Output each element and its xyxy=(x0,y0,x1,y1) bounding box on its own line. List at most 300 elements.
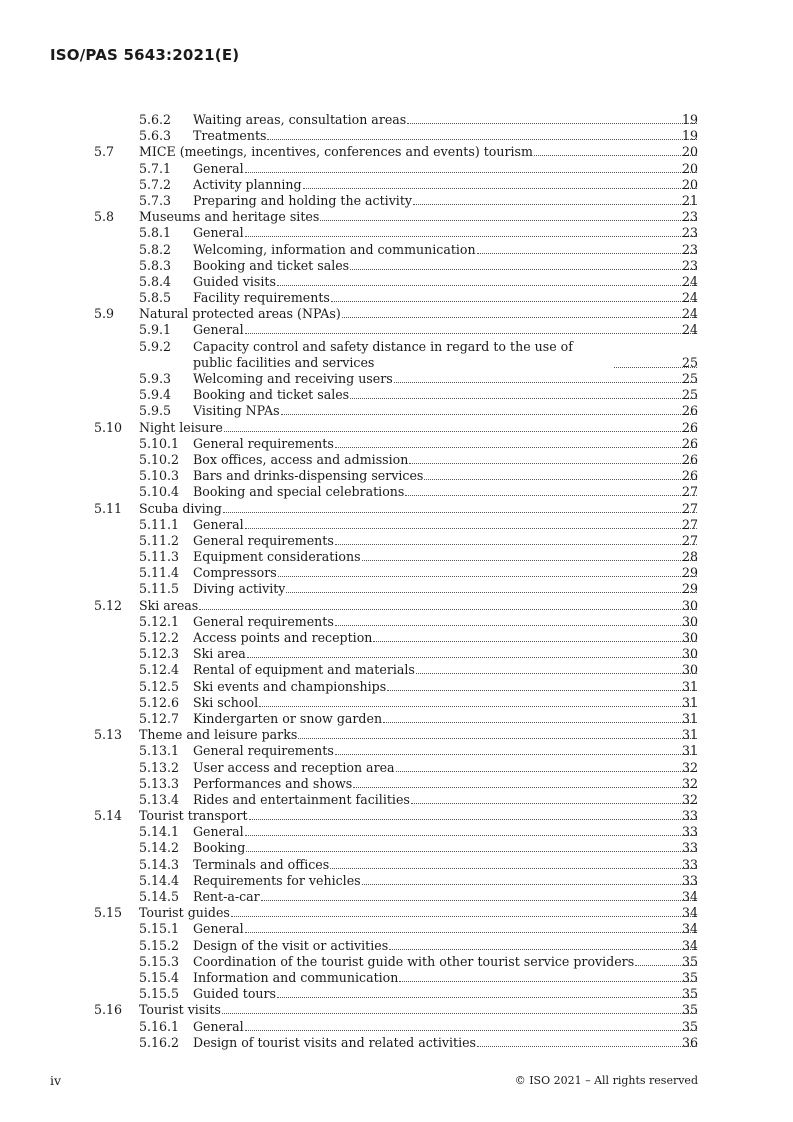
toc-entry-number: 5.13.4 xyxy=(139,791,180,807)
toc-entry-title: Performances and shows xyxy=(193,775,353,791)
toc-entry[interactable] xyxy=(0,905,793,921)
toc-entry[interactable] xyxy=(0,970,793,986)
toc-entry[interactable] xyxy=(0,889,793,905)
toc-entry-title: User access and reception area xyxy=(193,759,395,775)
toc-entry-page: 30 xyxy=(681,662,698,678)
table-of-contents xyxy=(0,112,793,1051)
toc-entry-number: 5.11.3 xyxy=(139,549,180,565)
toc-entry-title: Ski area xyxy=(193,646,246,662)
toc-dot-leader xyxy=(245,932,697,933)
document-header: ISO/PAS 5643:2021(E) xyxy=(50,46,240,64)
toc-entry-leader-group xyxy=(193,1019,698,1035)
toc-entry-page: 31 xyxy=(681,727,698,743)
toc-dot-leader xyxy=(320,220,697,221)
toc-entry-leader-group xyxy=(139,727,698,743)
toc-entry-page: 23 xyxy=(681,209,698,225)
toc-dot-leader xyxy=(335,625,697,626)
toc-entry-title: Waiting areas, consultation areas xyxy=(193,112,407,127)
toc-entry-leader-group xyxy=(193,824,698,840)
toc-entry[interactable] xyxy=(0,727,793,743)
toc-entry-page: 34 xyxy=(681,937,698,953)
toc-dot-leader xyxy=(389,949,697,950)
toc-entry[interactable] xyxy=(0,840,793,856)
toc-entry-page: 33 xyxy=(681,824,698,840)
toc-entry-page: 28 xyxy=(681,549,698,565)
toc-dot-leader xyxy=(416,673,697,674)
toc-entry-leader-group xyxy=(139,306,698,322)
toc-entry-title: Tourist visits xyxy=(139,1002,221,1018)
toc-entry[interactable] xyxy=(0,501,793,517)
toc-entry[interactable] xyxy=(0,792,793,808)
toc-entry-number: 5.15.5 xyxy=(139,986,180,1002)
toc-dot-leader xyxy=(413,204,697,205)
toc-dot-leader xyxy=(286,592,697,593)
toc-entry[interactable] xyxy=(0,662,793,678)
toc-entry-leader-group xyxy=(193,322,698,338)
toc-entry-title: Museums and heritage sites xyxy=(139,209,320,225)
toc-dot-leader xyxy=(477,1046,697,1047)
toc-entry-page: 20 xyxy=(681,144,698,160)
toc-dot-leader xyxy=(259,706,697,707)
toc-entry-leader-group xyxy=(193,662,698,678)
toc-entry[interactable] xyxy=(0,387,793,403)
toc-entry-page: 24 xyxy=(681,290,698,306)
toc-entry-page: 20 xyxy=(681,160,698,176)
toc-entry-leader-group xyxy=(193,371,698,387)
toc-entry-page: 31 xyxy=(681,743,698,759)
toc-entry[interactable] xyxy=(0,177,793,193)
toc-entry-page: 21 xyxy=(681,192,698,208)
toc-entry-number: 5.16.1 xyxy=(139,1018,180,1034)
toc-dot-leader xyxy=(298,738,697,739)
toc-entry-number: 5.16 xyxy=(94,1002,123,1018)
toc-dot-leader xyxy=(247,657,697,658)
toc-entry-leader-group xyxy=(193,128,698,144)
toc-entry-leader-group xyxy=(193,403,698,419)
toc-entry-number: 5.10.3 xyxy=(139,468,180,484)
toc-entry-title: Ski areas xyxy=(139,597,199,613)
toc-entry-title: Theme and leisure parks xyxy=(139,727,298,743)
toc-entry-number: 5.11.4 xyxy=(139,565,180,581)
toc-entry-leader-group xyxy=(193,743,698,759)
toc-entry-leader-group xyxy=(193,711,698,727)
toc-entry[interactable] xyxy=(0,760,793,776)
toc-entry-page: 34 xyxy=(681,889,698,905)
toc-entry-number: 5.15.3 xyxy=(139,953,180,969)
toc-entry-title: General requirements xyxy=(193,743,334,759)
toc-dot-leader xyxy=(222,1013,697,1014)
toc-entry-number: 5.12.7 xyxy=(139,710,180,726)
toc-dot-leader xyxy=(303,188,697,189)
toc-entry[interactable] xyxy=(0,420,793,436)
toc-entry-page: 26 xyxy=(681,419,698,435)
toc-entry-leader-group xyxy=(193,695,698,711)
toc-entry-number: 5.10.1 xyxy=(139,435,180,451)
toc-entry-title: Design of the visit or activities xyxy=(193,937,389,953)
toc-entry-number: 5.7.1 xyxy=(139,160,172,176)
toc-entry-leader-group xyxy=(193,387,698,403)
toc-entry-leader-group xyxy=(193,873,698,889)
toc-entry[interactable] xyxy=(0,225,793,241)
toc-entry-number: 5.12.5 xyxy=(139,678,180,694)
toc-entry-leader-group xyxy=(193,533,698,549)
toc-entry-number: 5.9 xyxy=(94,306,115,322)
toc-entry-number: 5.12.6 xyxy=(139,694,180,710)
toc-entry-page: 30 xyxy=(681,597,698,613)
toc-entry[interactable] xyxy=(0,209,793,225)
toc-dot-leader xyxy=(335,544,697,545)
toc-entry-leader-group xyxy=(139,501,698,517)
toc-entry-page: 36 xyxy=(681,1034,698,1050)
toc-entry-title: Booking and ticket sales xyxy=(193,257,350,273)
toc-entry-leader-group xyxy=(193,840,698,856)
toc-entry-page: 29 xyxy=(681,565,698,581)
toc-entry[interactable] xyxy=(0,193,793,209)
toc-entry-page: 24 xyxy=(681,322,698,338)
toc-entry[interactable] xyxy=(0,533,793,549)
toc-entry-number: 5.14.3 xyxy=(139,856,180,872)
toc-entry-page: 35 xyxy=(681,953,698,969)
toc-entry[interactable] xyxy=(0,630,793,646)
toc-entry-title: Ski events and championships xyxy=(193,678,387,694)
toc-entry[interactable] xyxy=(0,452,793,468)
toc-entry-title: Booking and ticket sales xyxy=(193,387,350,403)
toc-entry-title: Tourist transport xyxy=(139,808,248,824)
toc-entry-page: 27 xyxy=(681,532,698,548)
toc-entry-page: 25 xyxy=(681,387,698,403)
toc-entry[interactable] xyxy=(0,873,793,889)
toc-entry[interactable] xyxy=(0,1019,793,1035)
toc-entry-leader-group xyxy=(193,776,698,792)
toc-entry-page: 34 xyxy=(681,905,698,921)
toc-entry-title: Rides and entertainment facilities xyxy=(193,791,410,807)
toc-entry-leader-group xyxy=(193,938,698,954)
toc-entry-number: 5.9.4 xyxy=(139,387,172,403)
toc-entry-page: 29 xyxy=(681,581,698,597)
toc-entry-title: General xyxy=(193,516,244,532)
toc-entry-number: 5.7.2 xyxy=(139,176,172,192)
toc-entry-page: 33 xyxy=(681,856,698,872)
toc-dot-leader xyxy=(246,851,697,852)
toc-entry-leader-group xyxy=(193,274,698,290)
toc-dot-leader xyxy=(350,398,697,399)
toc-dot-leader xyxy=(373,641,697,642)
toc-entry-page: 32 xyxy=(681,759,698,775)
toc-dot-leader xyxy=(409,463,697,464)
toc-entry-leader-group xyxy=(193,565,698,581)
toc-entry-title: General xyxy=(193,160,244,176)
toc-entry-leader-group xyxy=(193,549,698,565)
copyright-notice: © ISO 2021 – All rights reserved xyxy=(514,1074,698,1087)
toc-dot-leader xyxy=(261,900,697,901)
toc-entry-title: Visiting NPAs xyxy=(193,403,280,419)
toc-entry-page: 35 xyxy=(681,1002,698,1018)
toc-entry-leader-group xyxy=(193,177,698,193)
toc-entry[interactable] xyxy=(0,306,793,322)
toc-entry-title: Access points and reception xyxy=(193,630,373,646)
toc-entry[interactable] xyxy=(0,679,793,695)
toc-entry-number: 5.11 xyxy=(94,500,123,516)
toc-dot-leader xyxy=(477,253,697,254)
toc-entry[interactable] xyxy=(0,371,793,387)
toc-entry-number: 5.10 xyxy=(94,419,123,435)
toc-dot-leader xyxy=(335,447,697,448)
toc-entry-leader-group xyxy=(193,436,698,452)
toc-entry[interactable] xyxy=(0,274,793,290)
toc-entry-leader-group xyxy=(193,970,698,986)
toc-entry[interactable] xyxy=(0,743,793,759)
toc-entry-number: 5.15.4 xyxy=(139,969,180,985)
toc-entry-title: Rental of equipment and materials xyxy=(193,662,415,678)
toc-dot-leader xyxy=(331,301,697,302)
toc-entry-number: 5.13.3 xyxy=(139,775,180,791)
toc-dot-leader xyxy=(424,479,697,480)
toc-entry-title: Tourist guides xyxy=(139,905,230,921)
toc-dot-leader xyxy=(277,997,697,998)
toc-entry-title: General xyxy=(193,921,244,937)
toc-entry-title: Bars and drinks-dispensing services xyxy=(193,468,424,484)
toc-entry-title: Booking and special celebrations xyxy=(193,484,405,500)
toc-entry-page: 27 xyxy=(681,500,698,516)
toc-entry-page: 19 xyxy=(681,128,698,144)
toc-dot-leader xyxy=(387,690,697,691)
toc-entry-leader-group xyxy=(193,760,698,776)
toc-entry-leader-group xyxy=(193,630,698,646)
toc-entry-number: 5.9.1 xyxy=(139,322,172,338)
toc-entry-title: Coordination of the tourist guide with other tourist service providers xyxy=(193,953,635,969)
toc-entry-page: 23 xyxy=(681,225,698,241)
toc-dot-leader xyxy=(383,722,697,723)
toc-entry[interactable] xyxy=(0,695,793,711)
toc-entry-page: 31 xyxy=(681,710,698,726)
toc-dot-leader xyxy=(245,528,697,529)
toc-entry[interactable] xyxy=(0,339,793,371)
toc-entry[interactable] xyxy=(0,776,793,792)
toc-entry-number: 5.8.5 xyxy=(139,290,172,306)
toc-entry[interactable] xyxy=(0,808,793,824)
toc-entry-title: Guided visits xyxy=(193,273,276,289)
toc-entry-number: 5.12.1 xyxy=(139,613,180,629)
toc-entry-number: 5.14.5 xyxy=(139,889,180,905)
toc-dot-leader xyxy=(362,560,697,561)
toc-entry[interactable] xyxy=(0,258,793,274)
toc-entry-leader-group xyxy=(139,420,698,436)
toc-entry[interactable] xyxy=(0,112,793,128)
toc-entry-title: Night leisure xyxy=(139,419,223,435)
toc-entry-leader-group xyxy=(193,857,698,873)
toc-entry[interactable] xyxy=(0,986,793,1002)
toc-entry-leader-group xyxy=(139,808,698,824)
toc-entry-number: 5.12 xyxy=(94,597,123,613)
toc-entry-number: 5.9.3 xyxy=(139,371,172,387)
toc-entry-leader-group xyxy=(193,242,698,258)
toc-entry-title: Facility requirements xyxy=(193,290,330,306)
toc-entry-title: Box offices, access and admission xyxy=(193,451,409,467)
toc-entry[interactable] xyxy=(0,954,793,970)
toc-entry[interactable] xyxy=(0,161,793,177)
toc-dot-leader xyxy=(396,771,697,772)
toc-entry-title: Welcoming, information and communication xyxy=(193,241,476,257)
toc-entry-title: Guided tours xyxy=(193,986,277,1002)
toc-entry-page: 34 xyxy=(681,921,698,937)
toc-entry[interactable] xyxy=(0,921,793,937)
toc-entry-leader-group xyxy=(193,986,698,1002)
toc-entry-leader-group xyxy=(193,679,698,695)
toc-entry-leader-group xyxy=(193,468,698,484)
toc-entry-title: General xyxy=(193,824,244,840)
toc-entry-leader-group xyxy=(193,1035,698,1051)
toc-entry-number: 5.16.2 xyxy=(139,1034,180,1050)
toc-entry-number: 5.15.2 xyxy=(139,937,180,953)
toc-entry-page: 26 xyxy=(681,403,698,419)
toc-entry-title: Requirements for vehicles xyxy=(193,872,361,888)
toc-entry[interactable] xyxy=(0,614,793,630)
toc-entry-page: 25 xyxy=(681,371,698,387)
toc-entry-page: 27 xyxy=(681,516,698,532)
toc-dot-leader xyxy=(407,123,697,124)
toc-entry[interactable] xyxy=(0,128,793,144)
toc-entry-page: 30 xyxy=(681,646,698,662)
toc-entry-title: Information and communication xyxy=(193,969,399,985)
toc-dot-leader xyxy=(245,172,697,173)
toc-entry[interactable] xyxy=(0,938,793,954)
toc-entry-page: 24 xyxy=(681,273,698,289)
toc-entry-title: General requirements xyxy=(193,613,334,629)
toc-dot-leader xyxy=(335,754,697,755)
toc-entry-number: 5.15.1 xyxy=(139,921,180,937)
toc-entry-title: General xyxy=(193,322,244,338)
toc-entry-leader-group xyxy=(193,161,698,177)
toc-entry-number: 5.9.2 xyxy=(139,338,172,354)
toc-entry[interactable] xyxy=(0,581,793,597)
toc-entry-title: Design of tourist visits and related activities xyxy=(193,1034,477,1050)
toc-dot-leader xyxy=(277,285,697,286)
toc-entry-title: Ski school xyxy=(193,694,259,710)
toc-entry-title: Terminals and offices xyxy=(193,856,330,872)
toc-entry-page: 35 xyxy=(681,986,698,1002)
toc-entry-number: 5.7 xyxy=(94,144,115,160)
toc-entry[interactable] xyxy=(0,857,793,873)
toc-entry-number: 5.13.1 xyxy=(139,743,180,759)
toc-dot-leader xyxy=(245,1030,697,1031)
toc-entry[interactable] xyxy=(0,468,793,484)
toc-entry-leader-group xyxy=(139,209,698,225)
toc-dot-leader xyxy=(399,981,697,982)
toc-entry[interactable] xyxy=(0,549,793,565)
toc-entry-leader-group xyxy=(193,112,698,128)
toc-entry-page: 23 xyxy=(681,257,698,273)
toc-dot-leader xyxy=(394,382,697,383)
toc-dot-leader xyxy=(281,414,697,415)
toc-dot-leader xyxy=(224,431,697,432)
toc-entry-leader-group xyxy=(139,144,698,160)
toc-entry[interactable] xyxy=(0,711,793,727)
toc-entry-page: 32 xyxy=(681,791,698,807)
toc-entry-leader-group xyxy=(193,484,698,500)
toc-entry-number: 5.11.2 xyxy=(139,532,180,548)
toc-entry-page: 26 xyxy=(681,468,698,484)
toc-dot-leader xyxy=(534,155,697,156)
toc-entry-title: General requirements xyxy=(193,435,334,451)
toc-entry-leader-group xyxy=(193,954,698,970)
toc-entry-title: Welcoming and receiving users xyxy=(193,371,393,387)
toc-entry-number: 5.14.4 xyxy=(139,872,180,888)
toc-entry[interactable] xyxy=(0,598,793,614)
toc-entry-title: General requirements xyxy=(193,532,334,548)
toc-entry-page: 33 xyxy=(681,840,698,856)
toc-entry-leader-group xyxy=(193,921,698,937)
toc-entry[interactable] xyxy=(0,1002,793,1018)
toc-entry-number: 5.8.1 xyxy=(139,225,172,241)
toc-entry-number: 5.9.5 xyxy=(139,403,172,419)
toc-entry-number: 5.14 xyxy=(94,808,123,824)
toc-entry[interactable] xyxy=(0,565,793,581)
toc-entry-number: 5.10.4 xyxy=(139,484,180,500)
toc-entry-title: Compressors xyxy=(193,565,277,581)
toc-dot-leader xyxy=(245,835,697,836)
toc-entry[interactable] xyxy=(0,517,793,533)
toc-entry-leader-group xyxy=(139,905,698,921)
toc-entry[interactable] xyxy=(0,646,793,662)
toc-entry[interactable] xyxy=(0,322,793,338)
toc-entry[interactable] xyxy=(0,403,793,419)
toc-dot-leader xyxy=(353,787,697,788)
toc-entry-leader-group xyxy=(139,1002,698,1018)
toc-dot-leader xyxy=(267,139,697,140)
toc-entry-page: 25 xyxy=(681,354,698,370)
toc-entry-number: 5.15 xyxy=(94,905,123,921)
toc-dot-leader xyxy=(199,609,697,610)
toc-entry[interactable] xyxy=(0,484,793,500)
toc-entry-number: 5.12.4 xyxy=(139,662,180,678)
toc-entry-number: 5.6.2 xyxy=(139,112,172,127)
toc-entry[interactable] xyxy=(0,436,793,452)
toc-entry-number: 5.8.3 xyxy=(139,257,172,273)
toc-entry-page: 19 xyxy=(681,112,698,127)
toc-entry-number: 5.7.3 xyxy=(139,192,172,208)
toc-entry[interactable] xyxy=(0,144,793,160)
toc-entry-number: 5.14.1 xyxy=(139,824,180,840)
toc-entry-title: Scuba diving xyxy=(139,500,222,516)
toc-entry[interactable] xyxy=(0,1035,793,1051)
toc-entry-page: 31 xyxy=(681,678,698,694)
toc-dot-leader xyxy=(405,495,697,496)
toc-entry-number: 5.12.3 xyxy=(139,646,180,662)
toc-entry-title: MICE (meetings, incentives, conferences and events) tourism xyxy=(139,144,533,160)
toc-entry-title: Natural protected areas (NPAs) xyxy=(139,306,341,322)
toc-entry-title: Equipment considerations xyxy=(193,549,361,565)
toc-dot-leader xyxy=(245,333,697,334)
toc-entry-page: 30 xyxy=(681,613,698,629)
toc-entry-number: 5.11.5 xyxy=(139,581,180,597)
toc-entry-leader-group xyxy=(193,290,698,306)
toc-entry-title: Booking xyxy=(193,840,246,856)
toc-entry-number: 5.10.2 xyxy=(139,451,180,467)
toc-dot-leader xyxy=(249,819,697,820)
toc-entry[interactable] xyxy=(0,290,793,306)
toc-entry-leader-group xyxy=(193,193,698,209)
toc-entry-page: 27 xyxy=(681,484,698,500)
toc-entry-page: 32 xyxy=(681,775,698,791)
toc-dot-leader xyxy=(342,317,697,318)
toc-entry-number: 5.12.2 xyxy=(139,630,180,646)
toc-entry-leader-group xyxy=(193,889,698,905)
toc-entry-leader-group xyxy=(193,225,698,241)
toc-dot-leader xyxy=(278,576,697,577)
toc-entry[interactable] xyxy=(0,242,793,258)
toc-entry[interactable] xyxy=(0,824,793,840)
toc-entry-leader-group xyxy=(193,581,698,597)
